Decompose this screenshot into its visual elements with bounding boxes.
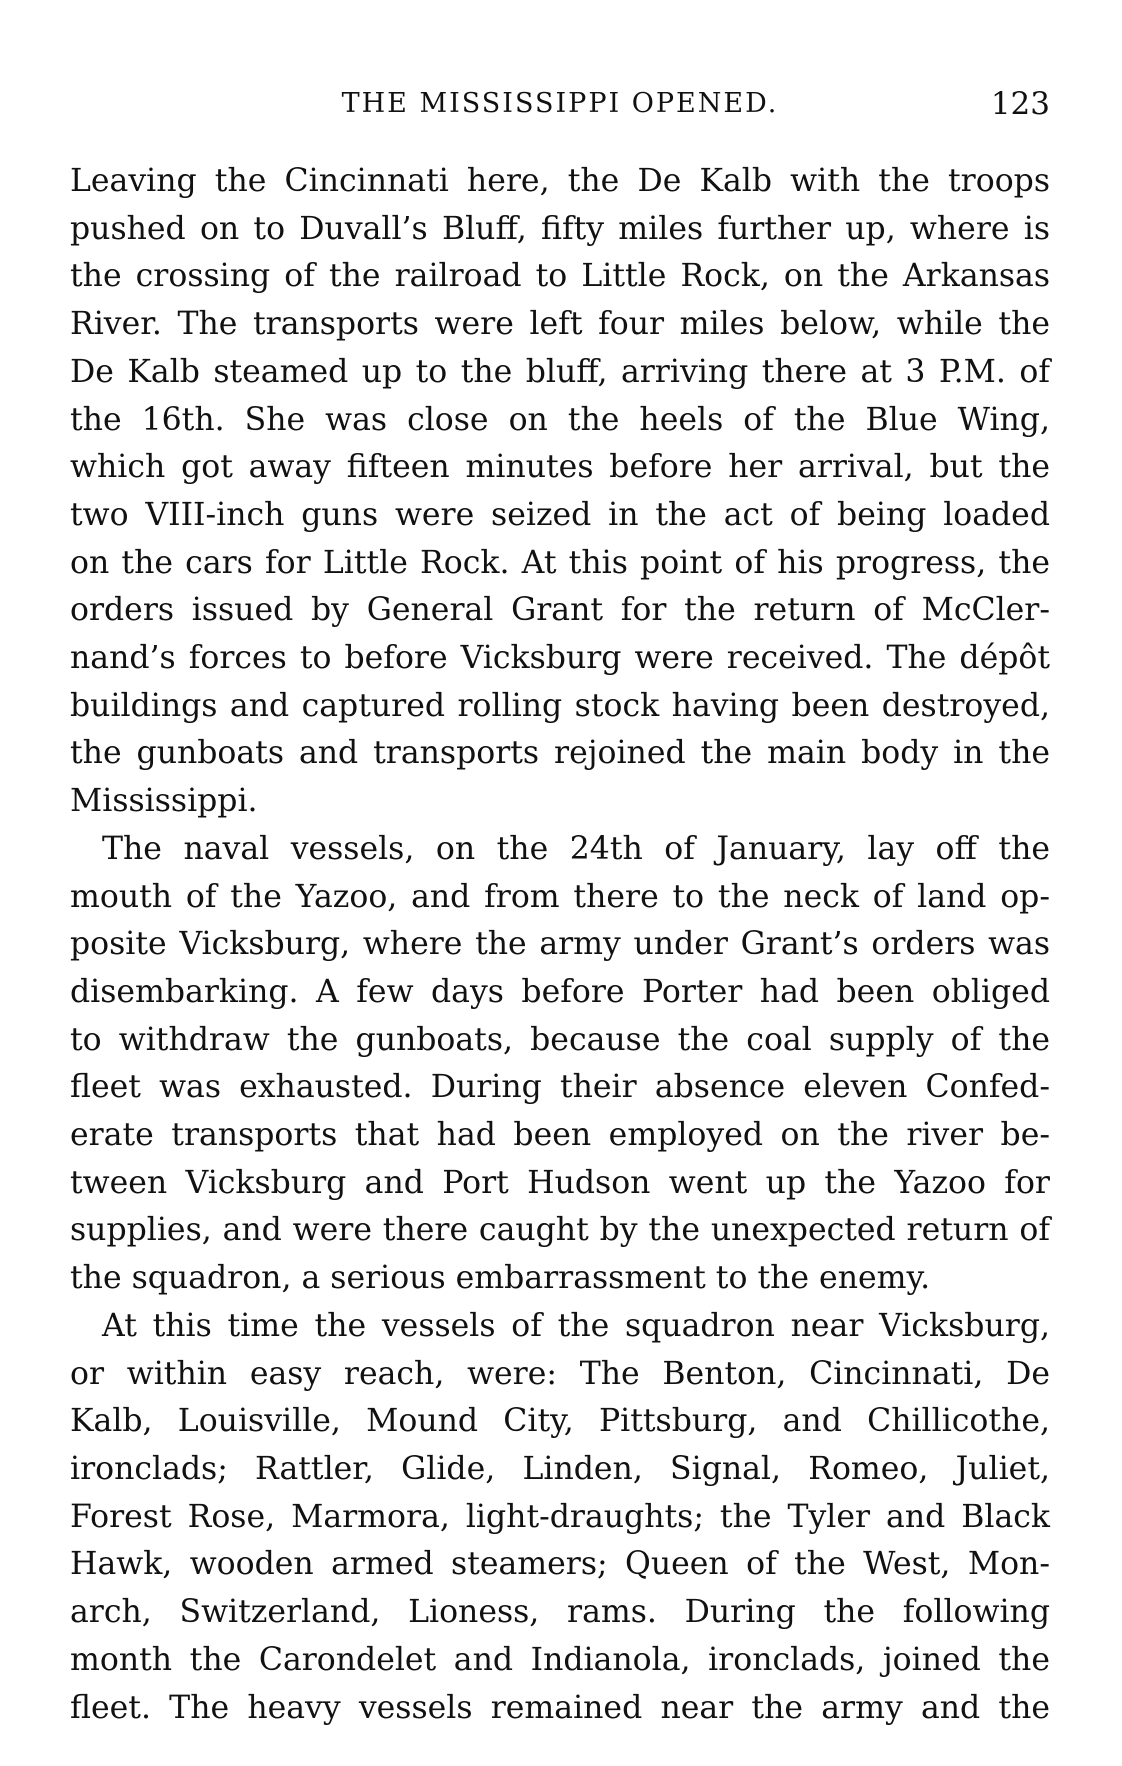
text-line: De Kalb steamed up to the bluff, arriving there at 3 P.M. of (70, 353, 1050, 390)
text-line: Hawk, wooden armed steamers; Queen of the West, Mon- (70, 1546, 1050, 1583)
text-line: the 16th. She was close on the heels of the Blue Wing, (70, 401, 1050, 438)
body-text (70, 158, 1050, 1732)
running-title: THE MISSISSIPPI OPENED. (341, 88, 779, 119)
book-page (70, 88, 1050, 1732)
text-line: the squadron, a serious embarrassment to the enemy. (70, 1260, 931, 1297)
text-line: to withdraw the gunboats, because the coal supply of the (70, 1021, 1050, 1058)
text-line: pushed on to Duvall’s Bluff, fifty miles further up, where is (70, 210, 1050, 247)
text-line: supplies, and were there caught by the unexpected return of (70, 1212, 1050, 1249)
text-line: tween Vicksburg and Port Hudson went up the Yazoo for (70, 1164, 1050, 1201)
text-line: The naval vessels, on the 24th of January, lay off the (102, 830, 1050, 867)
text-line: orders issued by General Grant for the return of McCler- (70, 592, 1050, 629)
text-line: the crossing of the railroad to Little Rock, on the Arkansas (70, 258, 1050, 295)
text-line: on the cars for Little Rock. At this point of his progress, the (70, 544, 1050, 581)
text-line: nand’s forces to before Vicksburg were received. The dépôt (70, 640, 1050, 677)
text-line: arch, Switzerland, Lioness, rams. During the following (70, 1594, 1050, 1631)
text-line: which got away fifteen minutes before her arrival, but the (70, 449, 1050, 486)
text-line: posite Vicksburg, where the army under Grant’s orders was (70, 926, 1050, 963)
text-line: ironclads; Rattler, Glide, Linden, Signal, Romeo, Juliet, (70, 1450, 1050, 1487)
paragraph (70, 1303, 1050, 1732)
text-line: or within easy reach, were: The Benton, Cincinnati, De (70, 1355, 1050, 1392)
text-line: fleet was exhausted. During their absence eleven Confed- (70, 1069, 1050, 1106)
text-line: two VIII-inch guns were seized in the act of being loaded (70, 496, 1050, 533)
text-line: mouth of the Yazoo, and from there to the neck of land op- (70, 878, 1050, 915)
text-line: Kalb, Louisville, Mound City, Pittsburg, and Chillicothe, (70, 1403, 1050, 1440)
paragraph (70, 158, 1050, 826)
text-line: buildings and captured rolling stock having been destroyed, (70, 687, 1050, 724)
text-line: River. The transports were left four miles below, while the (70, 306, 1050, 343)
text-line: month the Carondelet and Indianola, ironclads, joined the (70, 1641, 1050, 1678)
page-number: 123 (990, 86, 1050, 122)
text-line: Leaving the Cincinnati here, the De Kalb with the troops (70, 163, 1050, 199)
text-line: Mississippi. (70, 783, 258, 820)
text-line: erate transports that had been employed on the river be- (70, 1117, 1050, 1154)
text-line: At this time the vessels of the squadron near Vicksburg, (102, 1307, 1050, 1344)
text-line: disembarking. A few days before Porter had been obliged (70, 973, 1050, 1010)
text-line: fleet. The heavy vessels remained near the army and the (70, 1689, 1050, 1726)
running-head (70, 88, 1050, 128)
text-line: the gunboats and transports rejoined the main body in the (70, 735, 1050, 772)
text-line: Forest Rose, Marmora, light-draughts; the Tyler and Black (70, 1498, 1050, 1535)
paragraph (70, 826, 1050, 1303)
